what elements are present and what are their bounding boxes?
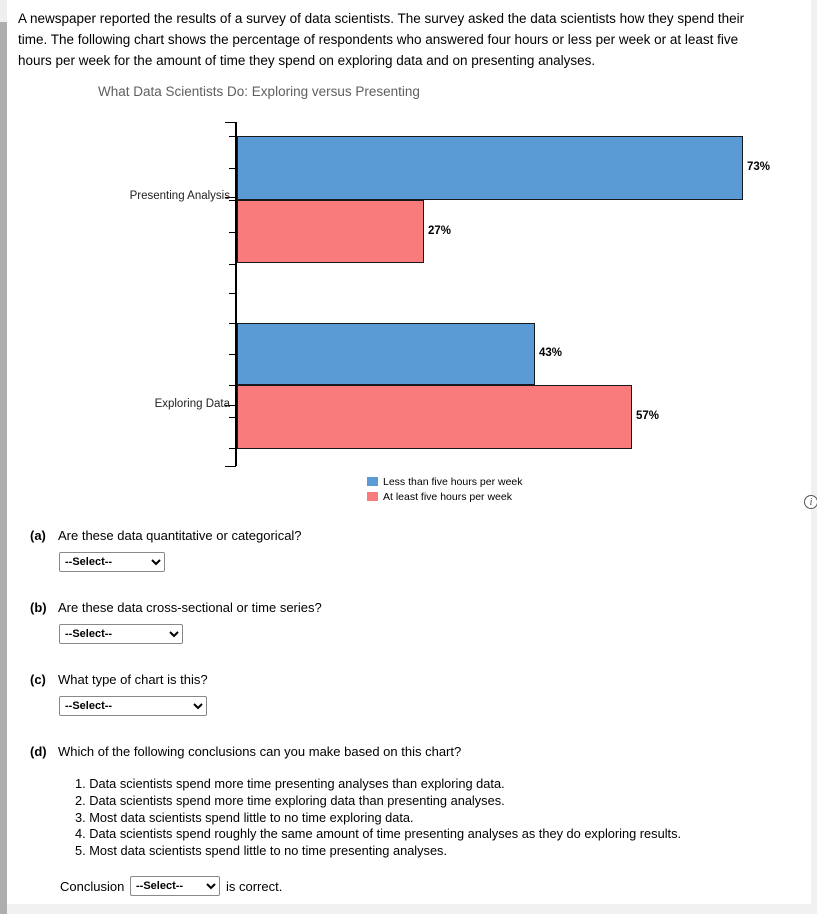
bar-value-label: 27% bbox=[428, 224, 452, 237]
question-a-select[interactable] bbox=[59, 552, 165, 572]
conclusion-item-3: 3. Most data scientists spend little to no time exploring data. bbox=[75, 810, 414, 825]
legend-swatch-red bbox=[367, 492, 378, 501]
conclusion-item-2: 2. Data scientists spend more time exploring data than presenting analyses. bbox=[75, 793, 505, 808]
question-c-label: (c) bbox=[30, 672, 46, 687]
axis-tick bbox=[229, 264, 235, 265]
bar-presenting-analysis-s0 bbox=[237, 136, 743, 200]
axis-tick bbox=[229, 448, 235, 449]
axis-tick bbox=[229, 385, 235, 386]
left-scrollbar-thumb[interactable] bbox=[0, 22, 7, 914]
axis-tick bbox=[229, 417, 235, 418]
intro-line: time. The following chart shows the percentage of respondents who answered four hours or less per week or at least five bbox=[18, 32, 739, 47]
legend-row bbox=[367, 489, 523, 504]
legend-row bbox=[367, 474, 523, 489]
bar-presenting-analysis-s1 bbox=[237, 200, 424, 263]
question-a-label: (a) bbox=[30, 528, 46, 543]
conclusion-item-4: 4. Data scientists spend roughly the same amount of time presenting analyses as they do exploring results. bbox=[75, 826, 682, 841]
info-icon[interactable]: i bbox=[804, 495, 817, 509]
bar-value-label: 57% bbox=[636, 410, 660, 422]
question-d-text: Which of the following conclusions can you make based on this chart? bbox=[58, 744, 462, 759]
category-label-exploring: Exploring Data bbox=[154, 398, 230, 410]
legend-label: Less than five hours per week bbox=[383, 475, 523, 488]
chart-title: What Data Scientists Do: Exploring versus Presenting bbox=[98, 84, 420, 99]
axis-major-tick bbox=[225, 466, 236, 467]
category-label-presenting: Presenting Analysis bbox=[129, 190, 230, 202]
legend-label: At least five hours per week bbox=[383, 490, 512, 503]
chart-legend bbox=[367, 474, 523, 504]
question-c-select[interactable] bbox=[59, 696, 207, 716]
axis-tick bbox=[229, 323, 235, 324]
intro-line: hours per week for the amount of time they spend on exploring data and on presenting analyses. bbox=[18, 53, 596, 68]
conclusion-item-1: 1. Data scientists spend more time presenting analyses than exploring data. bbox=[75, 776, 505, 791]
conclusion-select[interactable] bbox=[130, 876, 220, 896]
axis-tick bbox=[229, 232, 235, 233]
conclusion-suffix: is correct. bbox=[226, 879, 283, 894]
intro-line: A newspaper reported the results of a survey of data scientists. The survey asked the data scientists how they spend their bbox=[18, 11, 745, 26]
axis-tick bbox=[229, 293, 235, 294]
bar-value-label: 43% bbox=[539, 347, 563, 359]
bar-exploring-data-s1 bbox=[237, 385, 632, 449]
question-b-text: Are these data cross-sectional or time series? bbox=[58, 600, 322, 615]
bottom-scrollbar-track[interactable] bbox=[7, 904, 817, 914]
axis-tick bbox=[229, 136, 235, 137]
conclusion-item-5: 5. Most data scientists spend little to no time presenting analyses. bbox=[75, 843, 448, 858]
question-b-label: (b) bbox=[30, 600, 47, 615]
question-d-label: (d) bbox=[30, 744, 47, 759]
question-a-text: Are these data quantitative or categorical? bbox=[58, 528, 302, 543]
axis-tick bbox=[229, 354, 235, 355]
right-gutter bbox=[811, 0, 817, 914]
question-c-text: What type of chart is this? bbox=[58, 672, 208, 687]
bar-exploring-data-s0 bbox=[237, 323, 535, 385]
legend-swatch-blue bbox=[367, 477, 378, 486]
conclusion-prefix: Conclusion bbox=[60, 879, 125, 894]
intro-paragraph bbox=[18, 8, 808, 71]
question-b-select[interactable] bbox=[59, 624, 183, 644]
bar-value-label: 73% bbox=[747, 161, 771, 173]
axis-tick bbox=[229, 168, 235, 169]
axis-major-tick bbox=[225, 122, 236, 123]
